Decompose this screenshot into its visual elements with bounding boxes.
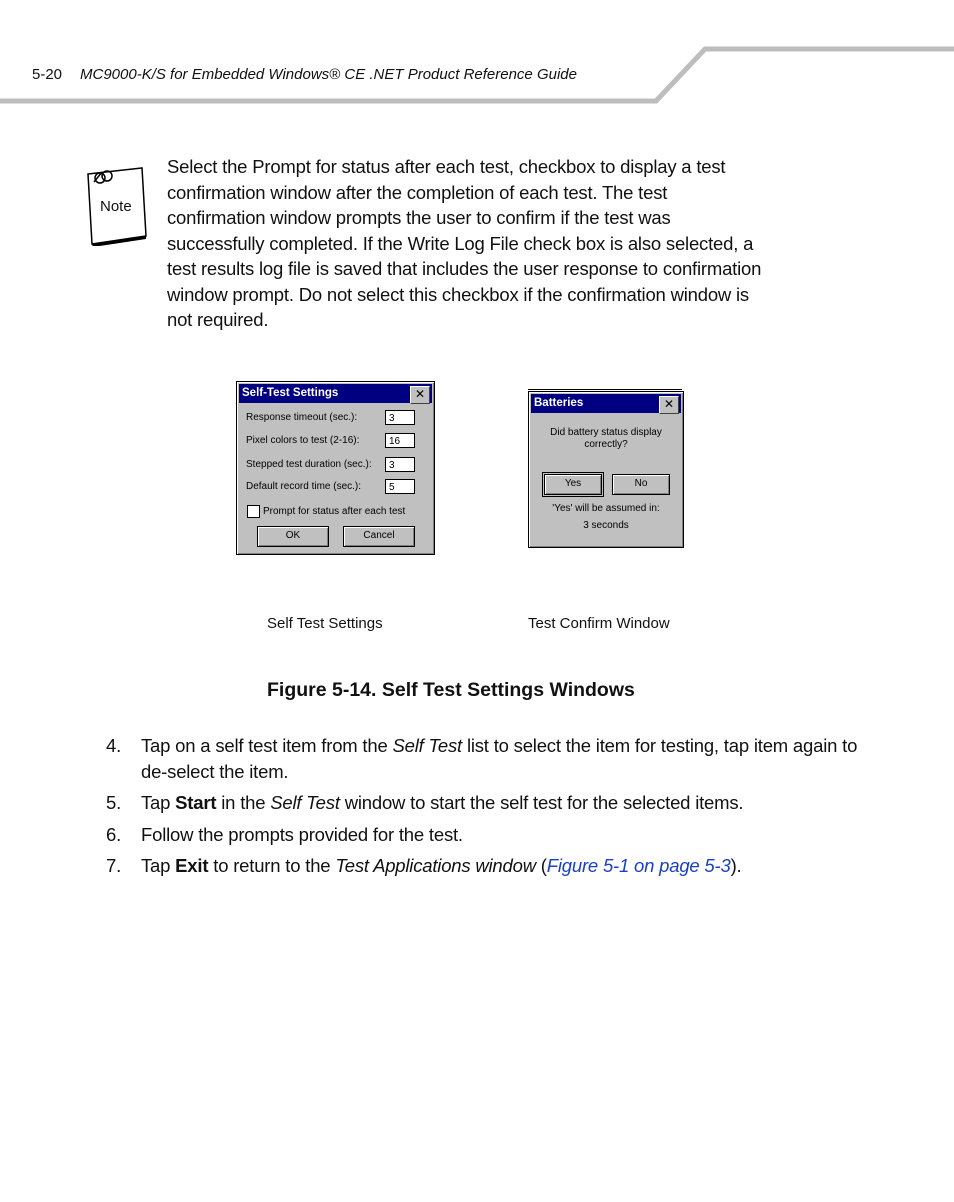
step-text: (	[535, 855, 547, 876]
page-number: 5-20	[32, 66, 63, 83]
confirm-window-caption: Test Confirm Window	[528, 615, 670, 632]
question-line-2: correctly?	[584, 439, 628, 450]
batteries-confirm-dialog	[528, 391, 684, 548]
step-4	[106, 733, 866, 784]
step-bold: Exit	[175, 855, 209, 876]
question-line-1: Did battery status display	[550, 427, 662, 438]
pixel-colors-input[interactable]: 16	[385, 433, 415, 448]
step-text: to return to the	[208, 855, 336, 876]
no-button[interactable]: No	[612, 474, 670, 495]
step-bold: Start	[175, 792, 217, 813]
note-icon	[80, 166, 150, 246]
step-text: ).	[730, 855, 742, 876]
figure-title: Figure 5-14. Self Test Settings Windows	[267, 679, 635, 701]
dialog-title-bar	[239, 384, 432, 403]
yes-button[interactable]: Yes	[544, 474, 602, 495]
step-number: 5.	[106, 792, 122, 813]
step-number: 6.	[106, 823, 122, 845]
document-title: MC9000-K/S for Embedded Windows® CE .NET Product Reference Guide	[80, 66, 577, 83]
dialog-title-bar	[531, 394, 681, 413]
step-5	[106, 790, 866, 816]
dialog-title: Self-Test Settings	[242, 387, 339, 399]
self-test-caption: Self Test Settings	[267, 615, 383, 632]
stepped-test-duration-label: Stepped test duration (sec.):	[246, 459, 372, 470]
cancel-button[interactable]: Cancel	[343, 526, 415, 547]
step-text: Tap on a self test item from the	[141, 735, 393, 756]
header-rule	[0, 0, 954, 110]
stepped-test-duration-input[interactable]: 3	[385, 457, 415, 472]
step-text: Tap	[141, 792, 176, 813]
default-record-time-input[interactable]: 5	[385, 479, 415, 494]
prompt-status-checkbox[interactable]	[247, 505, 260, 518]
step-text: window to start the self test for the selected items.	[339, 792, 744, 813]
step-text: in the	[216, 792, 271, 813]
step-6	[106, 822, 866, 848]
prompt-status-label: Prompt for status after each test	[263, 506, 406, 517]
step-number: 7.	[106, 855, 122, 876]
self-test-settings-dialog	[236, 381, 435, 555]
assume-line-2: 3 seconds	[583, 520, 629, 531]
figure-link[interactable]: Figure 5-1 on page 5-3	[546, 855, 731, 876]
dialog-title: Batteries	[534, 397, 584, 409]
close-icon[interactable]: ✕	[410, 386, 430, 404]
step-emphasis: Self Test	[270, 792, 340, 813]
note-text: Select the Prompt for status after each test, checkbox to display a test confirmation window after the completion of each test. The test confirmation window prompts the user to confirm if the test was successfully completed. If the Write Log File check box is also selected, a test results log file is saved that includes the user response to confirmation window prompt. Do not select this checkbox if the confirmation window is not required.	[167, 156, 762, 330]
pixel-colors-label: Pixel colors to test (2-16):	[246, 435, 360, 446]
note-label: Note	[100, 198, 132, 215]
step-emphasis: Self Test	[392, 735, 462, 756]
dialog-top-edge	[528, 389, 682, 390]
step-text: list to select the item for testing, tap item again to de-select the item.	[141, 735, 858, 782]
ok-button[interactable]: OK	[257, 526, 329, 547]
step-emphasis: Test Applications window	[335, 855, 536, 876]
default-record-time-label: Default record time (sec.):	[246, 481, 362, 492]
step-list	[106, 733, 866, 885]
close-icon[interactable]: ✕	[659, 396, 679, 414]
step-7	[106, 853, 866, 879]
response-timeout-input[interactable]: 3	[385, 410, 415, 425]
step-text: Tap	[141, 855, 176, 876]
step-text: Follow the prompts provided for the test.	[141, 823, 463, 845]
assume-line-1: 'Yes' will be assumed in:	[552, 503, 660, 514]
response-timeout-label: Response timeout (sec.):	[246, 412, 358, 423]
step-number: 4.	[106, 735, 122, 756]
